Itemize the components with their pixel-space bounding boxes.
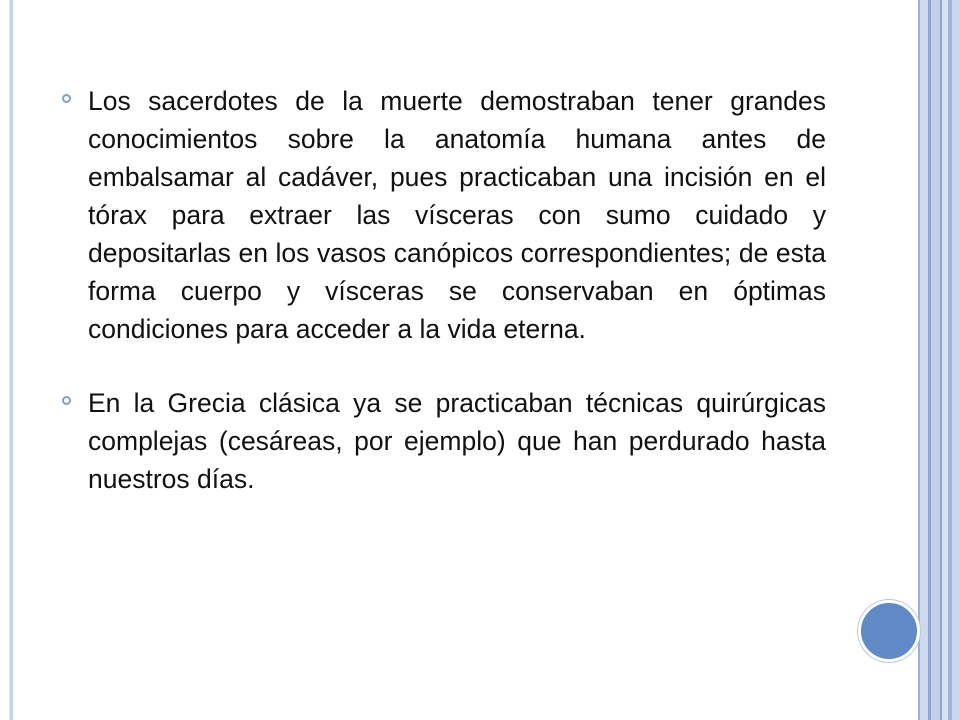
bullet-item-2 — [60, 384, 826, 498]
decorative-circle-icon — [858, 600, 920, 662]
left-border-line — [9, 0, 13, 720]
bullet-ring-icon — [62, 396, 71, 405]
bullet-ring-icon — [62, 94, 71, 103]
bullet-text: En la Grecia clásica ya se practicaban técnicas quirúrgicas complejas (cesáreas, por ejemplo) que han perdurado hasta nuestros días. — [88, 388, 826, 494]
stripe — [920, 0, 928, 720]
slide-content — [60, 82, 826, 534]
bullet-text: Los sacerdotes de la muerte demostraban tener grandes conocimientos sobre la anatomía humana antes de embalsamar al cadáver, pues practicaban una incisión en el tórax para extraer las vísceras con sumo cuidado y depositarlas en los vasos canópicos correspondientes; de esta forma cuerpo y vísceras se conservaban en óptimas condiciones para acceder a la vida eterna. — [88, 86, 826, 344]
bullet-item-1 — [60, 82, 826, 348]
stripe — [952, 0, 960, 720]
stripe — [931, 0, 940, 720]
